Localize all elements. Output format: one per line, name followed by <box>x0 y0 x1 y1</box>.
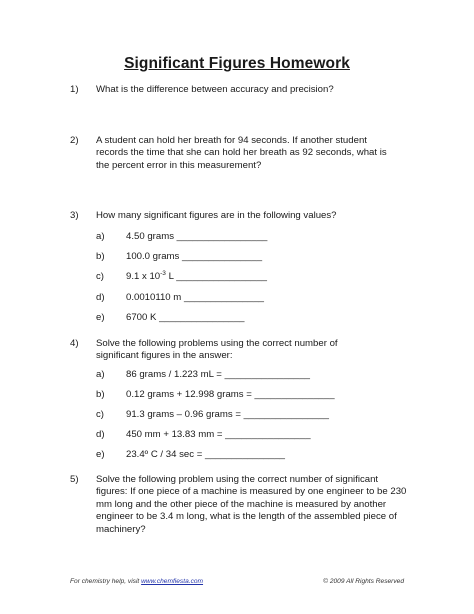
item-letter: d) <box>96 292 105 303</box>
question-number: 3) <box>70 210 79 221</box>
question-number: 2) <box>70 135 79 146</box>
exponent: -3 <box>160 270 166 277</box>
item-letter: b) <box>96 389 105 400</box>
question-text: How many significant figures are in the following values? <box>96 210 337 221</box>
footer-copyright: © 2009 All Rights Reserved <box>323 578 404 585</box>
footer-website-link[interactable]: www.chemfiesta.com <box>141 578 204 585</box>
item-text: 86 grams / 1.223 mL = ________________ <box>126 369 310 380</box>
question-number: 4) <box>70 338 79 349</box>
footer-help-label: For chemistry help, visit <box>70 578 142 585</box>
question-text: What is the difference between accuracy and precision? <box>96 84 334 95</box>
item-text <box>126 271 267 283</box>
item-letter: c) <box>96 271 104 282</box>
item-text: 450 mm + 13.83 mm = ________________ <box>126 429 311 440</box>
item-text-pre: 9.1 x 10 <box>126 271 161 282</box>
item-letter: b) <box>96 251 105 262</box>
item-text-post: L _________________ <box>165 271 267 282</box>
question-text: Solve the following problems using the correct number of significant figures in the answer: <box>96 338 338 362</box>
item-text: 4.50 grams _________________ <box>126 231 268 242</box>
item-text: 0.12 grams + 12.998 grams = _______________ <box>126 389 335 400</box>
question-text: Solve the following problem using the correct number of significant figures: If one piece of a machine is measured by one engineer to be 230 mm long and the other piece of the machine is measured by another engineer to be 3.4 m long, what is the length of the assembled piece of machinery? <box>96 474 407 535</box>
item-letter: e) <box>96 449 105 460</box>
item-letter: a) <box>96 369 105 380</box>
item-letter: e) <box>96 312 105 323</box>
item-letter: d) <box>96 429 105 440</box>
item-letter: a) <box>96 231 105 242</box>
footer-help-text <box>70 578 203 585</box>
page-title: Significant Figures Homework <box>124 55 350 72</box>
question-number: 5) <box>70 474 79 485</box>
item-text: 23.4º C / 34 sec = _______________ <box>126 449 285 460</box>
question-number: 1) <box>70 84 79 95</box>
item-text: 91.3 grams – 0.96 grams = ________________ <box>126 409 329 420</box>
item-text: 6700 K ________________ <box>126 312 245 323</box>
item-text: 100.0 grams _______________ <box>126 251 263 262</box>
item-text: 0.0010110 m _______________ <box>126 292 264 303</box>
question-text: A student can hold her breath for 94 seconds. If another student records the time that she can hold her breath as 92 seconds, what is the percent error in this measurement? <box>96 135 387 171</box>
item-letter: c) <box>96 409 104 420</box>
